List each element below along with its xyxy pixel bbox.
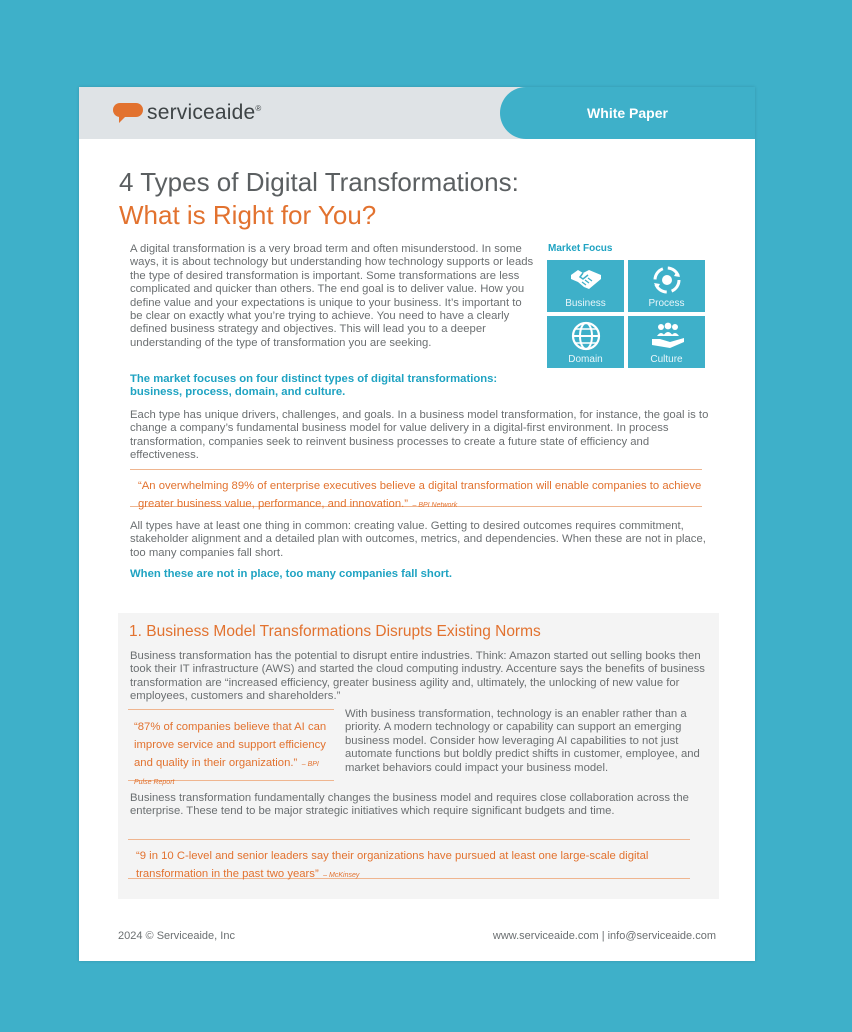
globe-icon <box>569 321 603 351</box>
footer-copyright: 2024 © Serviceaide, Inc <box>118 930 235 942</box>
executive-quote <box>130 469 702 510</box>
page-subtitle: What is Right for You? <box>119 200 377 230</box>
mckinsey-quote <box>128 839 690 879</box>
quote-source: – McKinsey <box>323 872 360 879</box>
section-business-model <box>118 613 719 899</box>
quote-source: – BPI Network <box>412 502 458 509</box>
market-focus-tile-domain <box>547 316 624 368</box>
serviceaide-logo[interactable] <box>113 101 262 125</box>
white-paper-page <box>79 87 755 961</box>
quote-text: “An overwhelming 89% of enterprise executives believe a digital transformation will enable companies to achieve greater business value, performance, and innovation.” <box>138 480 702 510</box>
section-paragraph-1: Business transformation has the potential to disrupt entire industries. Think: Amazon started out selling books then took their IT infrastructure (AWS) and started the cloud computing industry. Accenture says the benefits of business transformation are “increased efficiency, greater business agility and, ultimately, the unlocking of new value for employees, customers and shareholders.” <box>130 650 705 703</box>
logo-wordmark: serviceaide® <box>147 101 262 124</box>
process-cycle-icon <box>650 265 684 295</box>
common-value-paragraph: All types have at least one thing in common: creating value. Getting to desired outcomes requires commitment, stakeholder alignment and a detailed plan with outcomes, metrics, and dependencies. When these are not in place, too many companies fall short. <box>130 520 706 559</box>
market-focus-tile-process <box>628 260 705 312</box>
handshake-icon <box>569 265 603 293</box>
quote-source: – BPI Pulse Report <box>134 761 319 786</box>
section-paragraph-2: With business transformation, technology is an enabler rather than a priority. A modern technology or capability can support an emerging business model. Consider how leveraging AI capabilities to not just automate functions but boldly predict shifts in customer, employee, and market behaviors could impact your business model. <box>345 708 700 774</box>
intro-paragraph: A digital transformation is a very broad term and often misunderstood. In some ways, it is about technology but understanding how technology supports or leads the type of desired transformation is important. Some transformations are less complicated and quicker than others. The end goal is to deliver value. How you define value and your expectations is unique to your business. It’s important to be clear on exactly what you’re trying to achieve. You need to have a clearly defined business strategy and objectives. This will lead you to a deeper understanding of the type of transformation you are seeking. <box>130 243 534 349</box>
tile-label: Culture <box>650 354 683 365</box>
footer-contact-links[interactable]: www.serviceaide.com | info@serviceaide.com <box>492 930 716 942</box>
white-paper-tab: White Paper <box>500 87 755 139</box>
types-paragraph: Each type has unique drivers, challenges, and goals. In a business model transformation, for instance, the goal is to change a company’s fundamental business model for value delivery in a digital-first environment. In process transformation, companies seek to reinvent business processes to create a future state of efficiency and effectiveness. <box>130 409 709 462</box>
market-focus-label: Market Focus <box>548 243 613 254</box>
tile-label: Domain <box>568 354 603 365</box>
section-paragraph-3: Business transformation fundamentally changes the business model and requires close collaboration across the enterprise. These tend to be major strategic initiatives which require significant budgets and time. <box>130 792 689 818</box>
market-focus-tile-culture <box>628 316 705 368</box>
market-focus-tile-business <box>547 260 624 312</box>
fall-short-highlight: When these are not in place, too many companies fall short. <box>130 568 453 580</box>
ai-side-quote <box>128 709 334 786</box>
page-header <box>79 87 755 139</box>
market-focus-highlight: The market focuses on four distinct types of digital transformations: business, process, domain, and culture. <box>130 373 498 399</box>
tile-label: Business <box>565 298 606 309</box>
people-hand-icon <box>650 321 686 351</box>
page-title: 4 Types of Digital Transformations: <box>119 167 519 197</box>
section-title: 1. Business Model Transformations Disrupts Existing Norms <box>129 623 541 640</box>
speech-bubble-logo-icon <box>113 102 143 124</box>
quote-text: “87% of companies believe that AI can improve service and support efficiency and quality in their organization.” <box>134 721 327 769</box>
tile-label: Process <box>648 298 685 309</box>
quote-text: “9 in 10 C-level and senior leaders say their organizations have pursued at least one large-scale digital transformation in the past two years” <box>136 850 649 880</box>
